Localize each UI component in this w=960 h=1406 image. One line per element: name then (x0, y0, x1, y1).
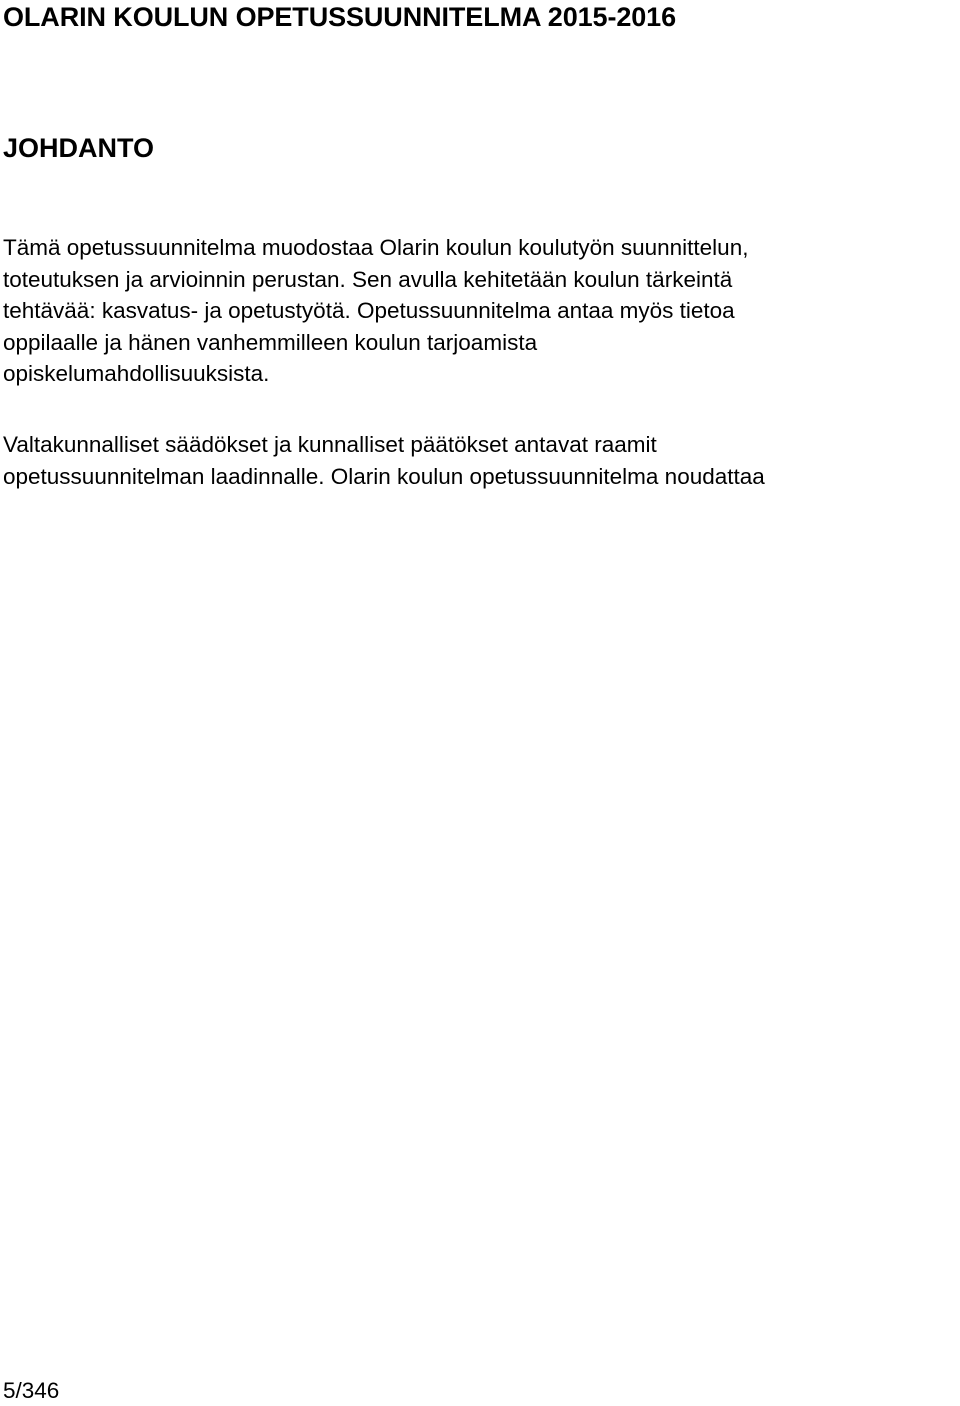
paragraph-line: tehtävää: kasvatus- ja opetustyötä. Opetussuunnitelma antaa myös tietoa (3, 298, 735, 324)
regulations-paragraph (3, 429, 765, 492)
paragraph-line: opiskelumahdollisuuksista. (3, 361, 270, 387)
section-heading-johdanto: JOHDANTO (3, 133, 155, 163)
paragraph-line: opetussuunnitelman laadinnalle. Olarin koulun opetussuunnitelma noudattaa (3, 463, 765, 489)
paragraph-line: oppilaalle ja hänen vanhemmilleen koulun tarjoamista (3, 329, 538, 355)
page-number: 5/346 (3, 1378, 60, 1403)
paragraph-line: Tämä opetussuunnitelma muodostaa Olarin koulun koulutyön suunnittelun, (3, 235, 749, 260)
paragraph-line: toteutuksen ja arvioinnin perustan. Sen avulla kehitetään koulun tärkeintä (3, 266, 733, 292)
intro-paragraph (3, 232, 748, 390)
document-title: OLARIN KOULUN OPETUSSUUNNITELMA 2015-2016 (3, 2, 677, 32)
paragraph-line: Valtakunnalliset säädökset ja kunnalliset päätökset antavat raamit (3, 432, 657, 457)
